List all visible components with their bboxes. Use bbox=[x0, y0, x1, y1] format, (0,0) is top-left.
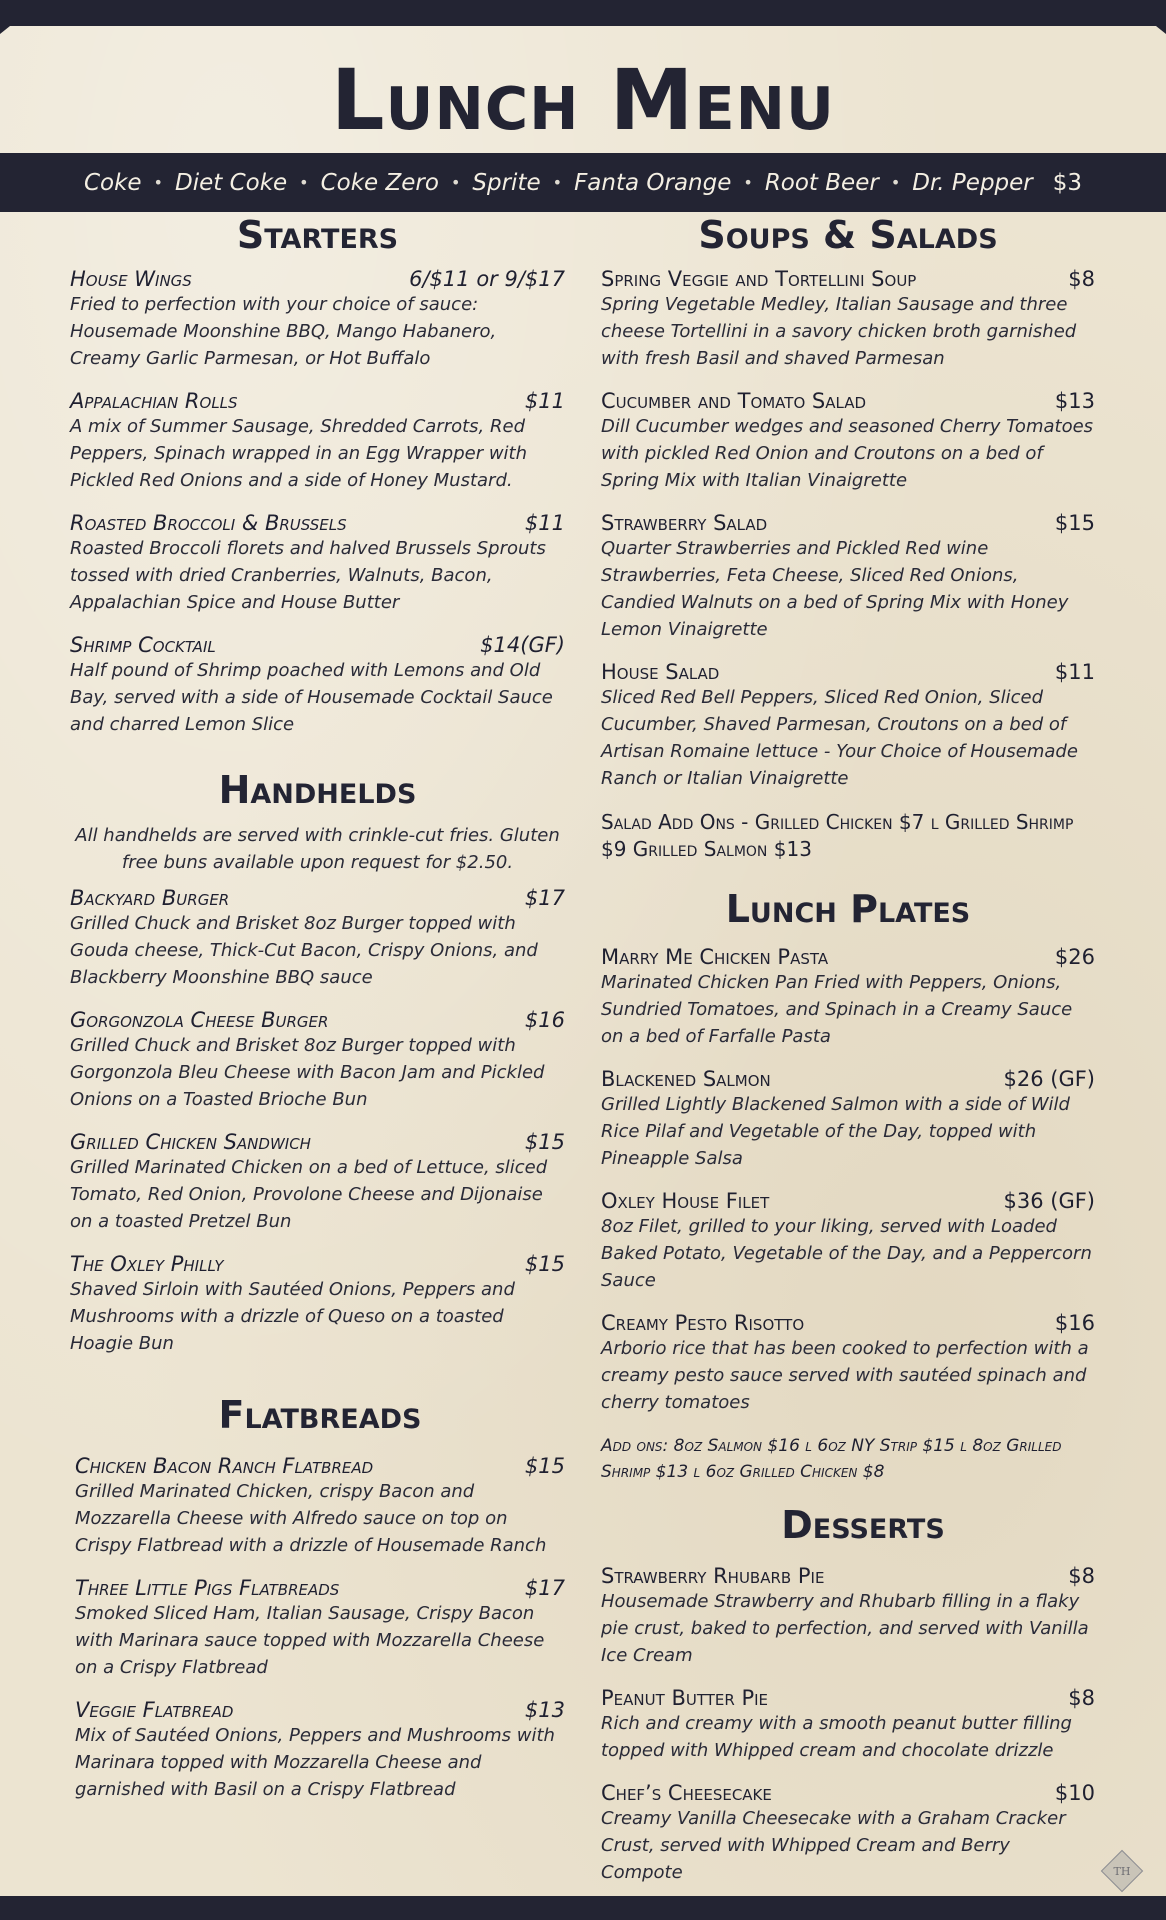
menu-item bbox=[601, 1067, 1095, 1172]
item-price: $15 bbox=[1054, 510, 1095, 535]
menu-item bbox=[601, 267, 1095, 372]
menu-item bbox=[601, 1189, 1095, 1294]
item-head bbox=[70, 1008, 565, 1032]
item-price: 6/$11 or 9/$17 bbox=[409, 266, 565, 291]
item-head bbox=[75, 1576, 565, 1600]
menu-item bbox=[601, 660, 1095, 792]
handhelds-note: All handhelds are served with crinkle-cut fries. Gluten free buns available upon request for $2.50. bbox=[75, 824, 560, 873]
menu-item bbox=[70, 1130, 565, 1235]
item-name: Blackened Salmon bbox=[601, 1066, 771, 1091]
menu-item bbox=[601, 511, 1095, 643]
item-name: Veggie Flatbread bbox=[75, 1698, 234, 1723]
item-name: Chicken Bacon Ranch Flatbread bbox=[75, 1454, 374, 1479]
item-price: $11 bbox=[1054, 659, 1095, 684]
bullet-separator: • bbox=[299, 173, 309, 192]
menu-item bbox=[601, 945, 1095, 1050]
item-name: Three Little Pigs Flatbreads bbox=[75, 1576, 340, 1601]
section-flatbreads bbox=[70, 1392, 565, 1804]
item-description: Creamy Vanilla Cheesecake with a Graham Cracker Crust, served with Whipped Cream and Berry Compote bbox=[601, 1808, 1066, 1884]
item-price: $8 bbox=[1068, 266, 1095, 291]
drinks-band bbox=[0, 153, 1166, 212]
top-border-bar bbox=[0, 0, 1166, 26]
drink-item: Dr. Pepper bbox=[912, 169, 1033, 196]
section-handhelds bbox=[70, 767, 565, 1357]
item-head bbox=[70, 389, 565, 413]
section-title: Soups & Salads bbox=[698, 213, 998, 257]
drink-item: Diet Coke bbox=[174, 169, 288, 196]
item-description: 8oz Filet, grilled to your liking, served with Loaded Baked Potato, Vegetable of the Day, and a Peppercorn Sauce bbox=[601, 1215, 1092, 1291]
item-name: The Oxley Philly bbox=[70, 1251, 224, 1276]
item-price: $13 bbox=[1054, 388, 1095, 413]
item-description: Housemade Strawberry and Rhubarb filling in a flaky pie crust, baked to perfection, and served with Vanilla Ice Cream bbox=[601, 1591, 1089, 1667]
item-head bbox=[70, 1252, 565, 1276]
drink-item: Fanta Orange bbox=[574, 169, 732, 196]
section-title: Handhelds bbox=[218, 767, 417, 812]
top-left-corner bbox=[0, 26, 10, 34]
item-name: Shrimp Cocktail bbox=[70, 632, 216, 657]
item-price: $26 bbox=[1054, 944, 1095, 969]
item-description: Dill Cucumber wedges and seasoned Cherry Tomatoes with pickled Red Onion and Croutons on a bed of Spring Mix with Italian Vinaigrette bbox=[601, 415, 1094, 491]
salad-addons: Salad Add Ons - Grilled Chicken $7 l Grilled Shrimp $9 Grilled Salmon $13 bbox=[601, 809, 1074, 861]
item-name: Grilled Chicken Sandwich bbox=[70, 1129, 311, 1154]
item-name: Marry Me Chicken Pasta bbox=[601, 944, 829, 969]
item-head bbox=[70, 1130, 565, 1154]
bottom-border-bar bbox=[0, 1896, 1166, 1920]
drink-item: Sprite bbox=[472, 169, 541, 196]
bullet-separator: • bbox=[450, 173, 461, 192]
drink-item: Root Beer bbox=[764, 169, 879, 196]
item-description: Sliced Red Bell Peppers, Sliced Red Onion, Sliced Cucumber, Shaved Parmesan, Croutons on a bed of Artisan Romaine lettuce - Your Choice of Housemade Ranch or Italian Vinaigrette bbox=[601, 686, 1078, 789]
item-head bbox=[601, 945, 1095, 969]
item-price: $13 bbox=[524, 1698, 565, 1723]
section-title: Desserts bbox=[781, 1502, 945, 1547]
item-name: Strawberry Salad bbox=[601, 510, 768, 535]
item-price: $15 bbox=[524, 1454, 565, 1479]
item-description: Grilled Lightly Blackened Salmon with a side of Wild Rice Pilaf and Vegetable of the Day, topped with Pineapple Salsa bbox=[601, 1093, 1070, 1169]
drink-price: $3 bbox=[1052, 169, 1083, 196]
item-name: Gorgonzola Cheese Burger bbox=[70, 1007, 329, 1032]
item-head bbox=[75, 1454, 565, 1478]
item-price: $17 bbox=[524, 1576, 565, 1601]
menu-item bbox=[75, 1698, 565, 1803]
item-head bbox=[601, 1564, 1095, 1588]
item-head bbox=[601, 267, 1095, 291]
menu-item bbox=[70, 633, 565, 738]
item-price: $36 (GF) bbox=[1003, 1188, 1095, 1213]
item-name: Spring Veggie and Tortellini Soup bbox=[601, 266, 917, 291]
item-description: Rich and creamy with a smooth peanut butter filling topped with Whipped cream and chocolate drizzle bbox=[601, 1713, 1072, 1762]
item-description: Half pound of Shrimp poached with Lemons and Old Bay, served with a side of Housemade Cocktail Sauce and charred Lemon Slice bbox=[70, 659, 553, 735]
section-soups-salads bbox=[601, 215, 1095, 863]
left-column bbox=[70, 215, 565, 1820]
item-head bbox=[601, 660, 1095, 684]
item-head bbox=[75, 1698, 565, 1722]
section-title: Lunch Plates bbox=[725, 886, 971, 931]
item-price: $8 bbox=[1068, 1564, 1095, 1589]
item-description: Marinated Chicken Pan Fried with Peppers, Onions, Sundried Tomatoes, and Spinach in a Creamy Sauce on a bed of Farfalle Pasta bbox=[601, 971, 1073, 1047]
menu-item bbox=[601, 1781, 1095, 1886]
menu-item bbox=[601, 389, 1095, 494]
item-name: Appalachian Rolls bbox=[70, 388, 238, 413]
item-name: Oxley House Filet bbox=[601, 1188, 770, 1213]
menu-item bbox=[75, 1454, 565, 1559]
item-head bbox=[601, 1067, 1095, 1091]
item-price: $15 bbox=[524, 1129, 565, 1154]
top-right-corner bbox=[1156, 26, 1166, 34]
item-price: $16 bbox=[524, 1007, 565, 1032]
item-price: $14(GF) bbox=[480, 632, 565, 657]
item-price: $17 bbox=[524, 885, 565, 910]
section-title: Flatbreads bbox=[218, 1392, 422, 1437]
section-lunch-plates bbox=[601, 886, 1095, 1485]
item-price: $8 bbox=[1068, 1686, 1095, 1711]
item-price: $26 (GF) bbox=[1003, 1066, 1095, 1091]
item-head bbox=[601, 511, 1095, 535]
item-name: House Salad bbox=[601, 659, 720, 684]
item-description: Mix of Sautéed Onions, Peppers and Mushrooms with Marinara topped with Mozzarella Cheese and garnished with Basil on a Crispy Flatbread bbox=[75, 1725, 555, 1801]
item-name: Backyard Burger bbox=[70, 885, 230, 910]
plate-addons: Add ons: 8oz Salmon $16 l 6oz NY Strip $15 l 8oz Grilled Shrimp $13 l 6oz Grilled Chicken $8 bbox=[601, 1435, 1062, 1482]
menu-item bbox=[70, 1252, 565, 1357]
item-head bbox=[70, 633, 565, 657]
drink-item: Coke Zero bbox=[320, 169, 439, 196]
item-price: $11 bbox=[524, 388, 565, 413]
menu-item bbox=[70, 389, 565, 494]
item-head bbox=[601, 389, 1095, 413]
item-head bbox=[601, 1311, 1095, 1335]
menu-item bbox=[601, 1564, 1095, 1669]
item-price: $16 bbox=[1054, 1310, 1095, 1335]
item-description: Grilled Marinated Chicken, crispy Bacon and Mozzarella Cheese with Alfredo sauce on top on Crispy Flatbread with a drizzle of Housemade Ranch bbox=[75, 1481, 547, 1557]
item-description: Grilled Marinated Chicken on a bed of Lettuce, sliced Tomato, Red Onion, Provolone Cheese and Dijonaise on a toasted Pretzel Bun bbox=[70, 1156, 548, 1232]
item-head bbox=[601, 1189, 1095, 1213]
item-price: $11 bbox=[524, 510, 565, 535]
right-column bbox=[601, 215, 1095, 1903]
section-starters bbox=[70, 215, 565, 738]
item-name: House Wings bbox=[70, 266, 192, 291]
item-description: Shaved Sirloin with Sautéed Onions, Peppers and Mushrooms with a drizzle of Queso on a toasted Hoagie Bun bbox=[70, 1278, 515, 1354]
item-head bbox=[70, 511, 565, 535]
menu-item bbox=[70, 511, 565, 616]
item-head bbox=[601, 1686, 1095, 1710]
item-name: Roasted Broccoli & Brussels bbox=[70, 510, 347, 535]
item-name: Peanut Butter Pie bbox=[601, 1686, 769, 1711]
section-desserts bbox=[601, 1502, 1095, 1887]
item-description: Spring Vegetable Medley, Italian Sausage and three cheese Tortellini in a savory chicken broth garnished with fresh Basil and shaved Parmesan bbox=[601, 293, 1077, 369]
menu-item bbox=[601, 1311, 1095, 1416]
item-head bbox=[70, 886, 565, 910]
section-title: Starters bbox=[236, 213, 399, 257]
drink-item: Coke bbox=[83, 169, 142, 196]
item-description: Arborio rice that has been cooked to perfection with a creamy pesto sauce served with sautéed spinach and cherry tomatoes bbox=[601, 1337, 1089, 1413]
menu-item bbox=[70, 1008, 565, 1113]
item-price: $15 bbox=[524, 1251, 565, 1276]
item-description: Fried to perfection with your choice of sauce: Housemade Moonshine BBQ, Mango Habanero, Creamy Garlic Parmesan, or Hot Buffalo bbox=[70, 293, 497, 369]
item-head bbox=[601, 1781, 1095, 1805]
item-name: Strawberry Rhubarb Pie bbox=[601, 1564, 825, 1589]
item-name: Chef’s Cheesecake bbox=[601, 1781, 772, 1806]
item-description: Grilled Chuck and Brisket 8oz Burger topped with Gouda cheese, Thick-Cut Bacon, Crispy Onions, and Blackberry Moonshine BBQ sauce bbox=[70, 912, 538, 988]
item-description: Quarter Strawberries and Pickled Red wine Strawberries, Feta Cheese, Sliced Red Onions, Candied Walnuts on a bed of Spring Mix with Honey Lemon Vinaigrette bbox=[601, 537, 1069, 640]
menu-item bbox=[70, 886, 565, 991]
item-name: Creamy Pesto Risotto bbox=[601, 1310, 805, 1335]
logo-text: TH bbox=[1113, 1864, 1131, 1878]
menu-item bbox=[70, 267, 565, 372]
bullet-separator: • bbox=[890, 173, 901, 192]
item-description: A mix of Summer Sausage, Shredded Carrots, Red Peppers, Spinach wrapped in an Egg Wrapper with Pickled Red Onions and a side of Honey Mustard. bbox=[70, 415, 528, 491]
item-head bbox=[70, 267, 565, 291]
menu-item bbox=[601, 1686, 1095, 1764]
menu-item bbox=[75, 1576, 565, 1681]
bullet-separator: • bbox=[552, 173, 563, 192]
item-price: $10 bbox=[1054, 1781, 1095, 1806]
item-description: Smoked Sliced Ham, Italian Sausage, Crispy Bacon with Marinara sauce topped with Mozzarella Cheese on a Crispy Flatbread bbox=[75, 1603, 545, 1679]
item-name: Cucumber and Tomato Salad bbox=[601, 388, 867, 413]
item-description: Roasted Broccoli florets and halved Brussels Sprouts tossed with dried Cranberries, Walnuts, Bacon, Appalachian Spice and House Butter bbox=[70, 537, 546, 613]
item-description: Grilled Chuck and Brisket 8oz Burger topped with Gorgonzola Bleu Cheese with Bacon Jam and Pickled Onions on a Toasted Brioche Bun bbox=[70, 1034, 545, 1110]
page-title: Lunch Menu bbox=[331, 51, 835, 149]
bullet-separator: • bbox=[743, 173, 753, 192]
bullet-separator: • bbox=[153, 173, 163, 192]
